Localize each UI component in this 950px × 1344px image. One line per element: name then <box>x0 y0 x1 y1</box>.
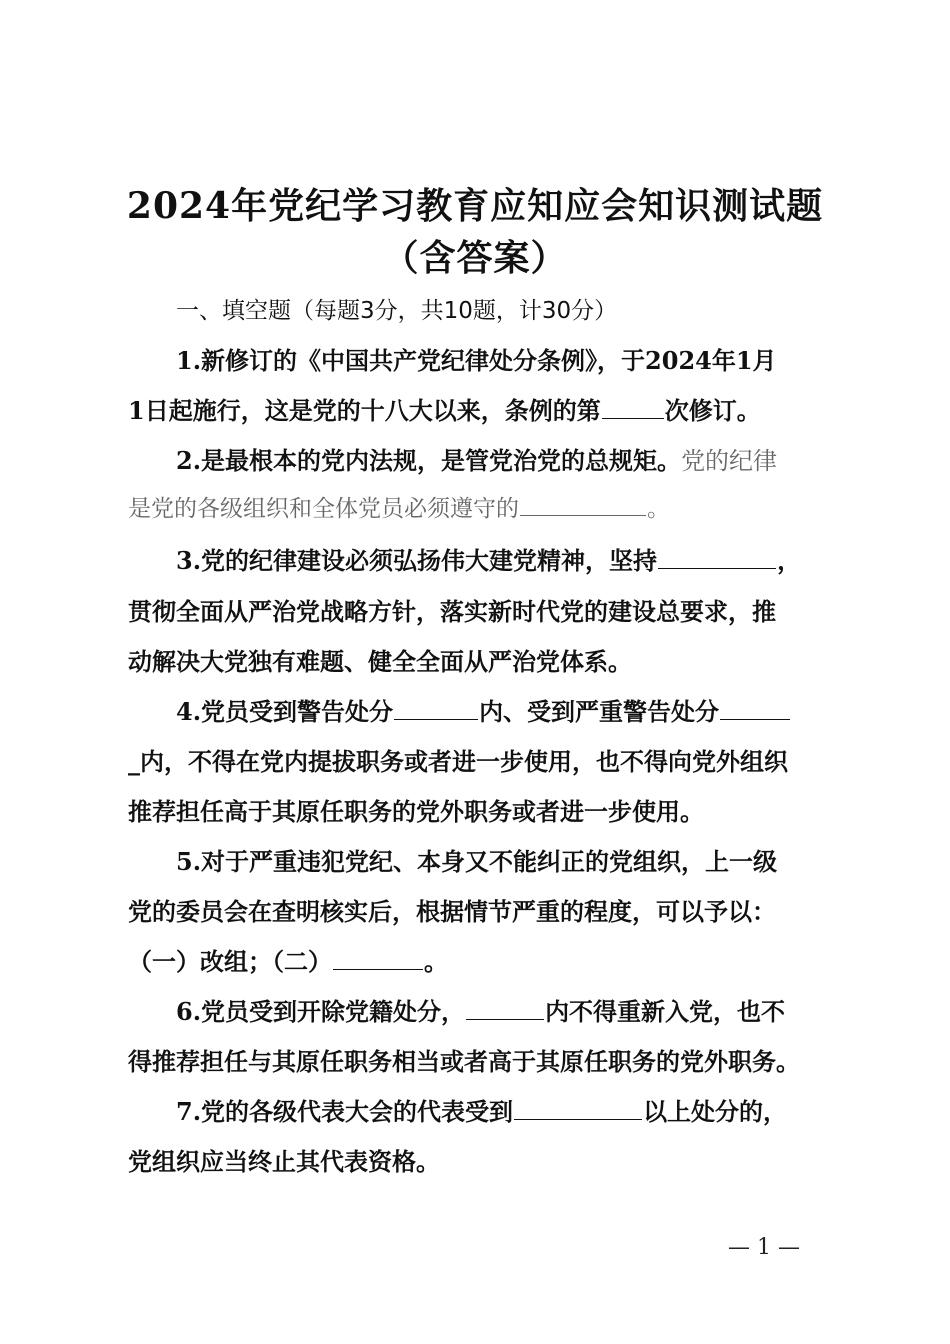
answer-blank <box>333 945 423 970</box>
document-subtitle: （含答案） <box>382 237 568 279</box>
answer-blank <box>514 1095 642 1120</box>
question-2-light-text: 党的纪律 <box>681 447 778 475</box>
question-3-line-2: 贯彻全面从严治党战略方针，落实新时代党的建设总要求，推 <box>128 597 776 626</box>
question-4-line-2: _内，不得在党内提拔职务或者进一步使用，也不得向党外组织 <box>128 747 788 776</box>
question-1-line-1: 1.新修订的《中国共产党纪律处分条例》，于2024年1月 <box>176 346 777 375</box>
answer-blank <box>466 995 544 1020</box>
question-2-line-2 <box>128 490 670 523</box>
question-7-line-1 <box>176 1092 787 1127</box>
question-3-tail: ， <box>777 546 802 575</box>
question-5-line-1: 5.对于严重违犯党纪、本身又不能纠正的党组织，上一级 <box>176 847 778 876</box>
question-6-line-2: 得推荐担任与其原任职务相当或者高于其原任职务的党外职务。 <box>128 1047 800 1076</box>
question-5-line-2: 党的委员会在查明核实后，根据情节严重的程度，可以予以： <box>128 897 776 926</box>
question-4-text: 4.党员受到警告处分 <box>176 697 394 726</box>
question-7-line-2: 党组织应当终止其代表资格。 <box>128 1147 440 1176</box>
question-3-line-3: 动解决大党独有难题、健全全面从严治党体系。 <box>128 647 632 676</box>
question-7-text: 7.党的各级代表大会的代表受到 <box>176 1097 514 1126</box>
question-1-text: 1日起施行，这是党的十八大以来，条例的第 <box>128 396 601 425</box>
question-2-text: 2.是最根本的党内法规，是管党治党的总规矩。 <box>176 446 682 475</box>
section-heading: 一、填空题（每题3分，共10题，计30分） <box>176 298 618 324</box>
question-4-line-1 <box>176 692 791 727</box>
question-2-tail: 。 <box>647 496 670 522</box>
page-number: — 1 — <box>728 1235 800 1260</box>
answer-blank <box>520 491 646 516</box>
question-6-text: 6.党员受到开除党籍处分， <box>176 997 466 1026</box>
answer-blank <box>602 394 664 419</box>
question-3-text: 3.党的纪律建设必须弘扬伟大建党精神，坚持 <box>176 546 658 575</box>
question-6-line-1 <box>176 992 785 1027</box>
question-5-text: （一）改组；（二） <box>128 947 332 976</box>
answer-blank <box>394 695 478 720</box>
question-6-tail: 内不得重新入党，也不 <box>545 997 786 1026</box>
answer-blank <box>720 695 790 720</box>
question-4-line-3: 推荐担任高于其原任职务的党外职务或者进一步使用。 <box>128 797 704 826</box>
question-7-tail: 以上处分的， <box>643 1097 788 1126</box>
question-5-tail: 。 <box>424 947 448 976</box>
question-5-line-3 <box>128 942 448 977</box>
question-2-text-2: 是党的各级组织和全体党员必须遵守的 <box>128 496 519 522</box>
question-2-line-1 <box>176 441 777 476</box>
question-4-text-2: 内、受到严重警告处分 <box>479 697 720 726</box>
question-1-line-2 <box>128 391 761 426</box>
document-title: 2024年党纪学习教育应知应会知识测试题 <box>126 185 824 227</box>
question-1-tail: 次修订。 <box>664 396 761 425</box>
question-3-line-1 <box>176 541 801 576</box>
answer-blank <box>658 544 776 569</box>
